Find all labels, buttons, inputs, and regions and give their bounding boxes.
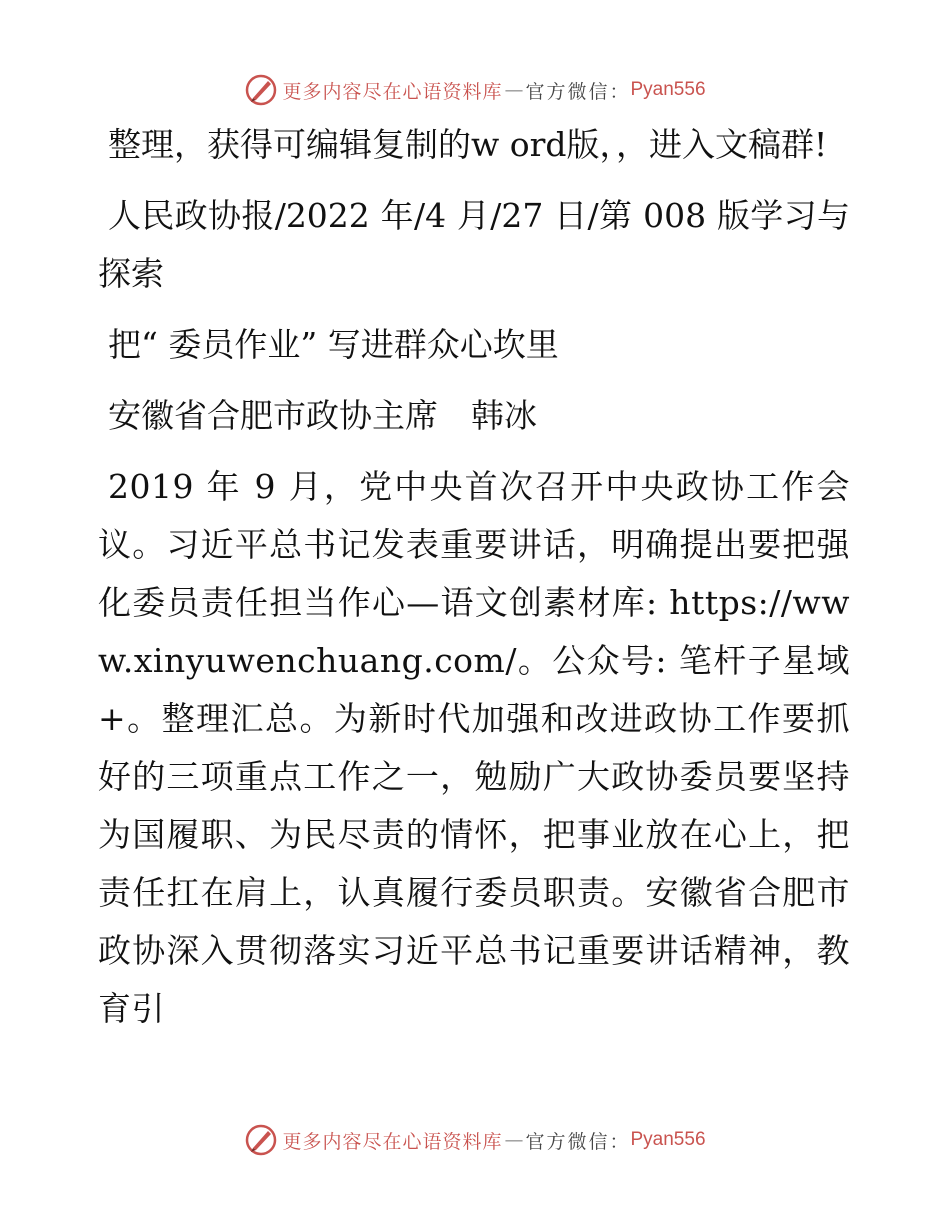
banner-dash: — xyxy=(504,79,524,101)
footer-watermark-banner xyxy=(0,1120,950,1160)
pen-logo-icon xyxy=(244,73,278,107)
banner-label: 官方微信： xyxy=(525,1130,631,1153)
banner-wechat-id: Pyan556 xyxy=(630,1129,706,1150)
banner-text: 更多内容尽在心语资料库 xyxy=(282,80,503,103)
banner-label: 官方微信： xyxy=(525,80,631,103)
source-line: 人民政协报/2022 年/4 月/27 日/第 008 版学习与探索 xyxy=(98,196,850,293)
banner-dash: — xyxy=(504,1129,524,1151)
banner-text: 更多内容尽在心语资料库 xyxy=(282,1130,503,1153)
banner-wechat-id: Pyan556 xyxy=(630,79,706,100)
header-watermark-banner xyxy=(0,70,950,110)
document-body xyxy=(98,116,850,1051)
author-line: 安徽省合肥市政协主席 韩冰 xyxy=(108,396,537,435)
intro-paragraph: 整理，获得可编辑复制的w ord版，，进入文稿群! xyxy=(108,125,828,164)
article-title: 把“ 委员作业” 写进群众心坎里 xyxy=(108,325,559,364)
pen-logo-icon xyxy=(244,1123,278,1157)
body-paragraph: 2019 年 9 月，党中央首次召开中央政协工作会议。习近平总书记发表重要讲话，明确提出要把强化委员责任担当作心—语文创素材库: https://www.xinyuwenchuang.com/。公众号: 笔杆子星域+。整理汇总。为新时代加强和改进政协工作要抓好的三项重点工作之一，勉励广大政协委员要坚持为国履职、为民尽责的情怀，把事业放在心上，把责任扛在肩上，认真履行委员职责。安徽省合肥市政协深入贯彻落实习近平总书记重要讲话精神，教育引 xyxy=(98,467,850,1028)
